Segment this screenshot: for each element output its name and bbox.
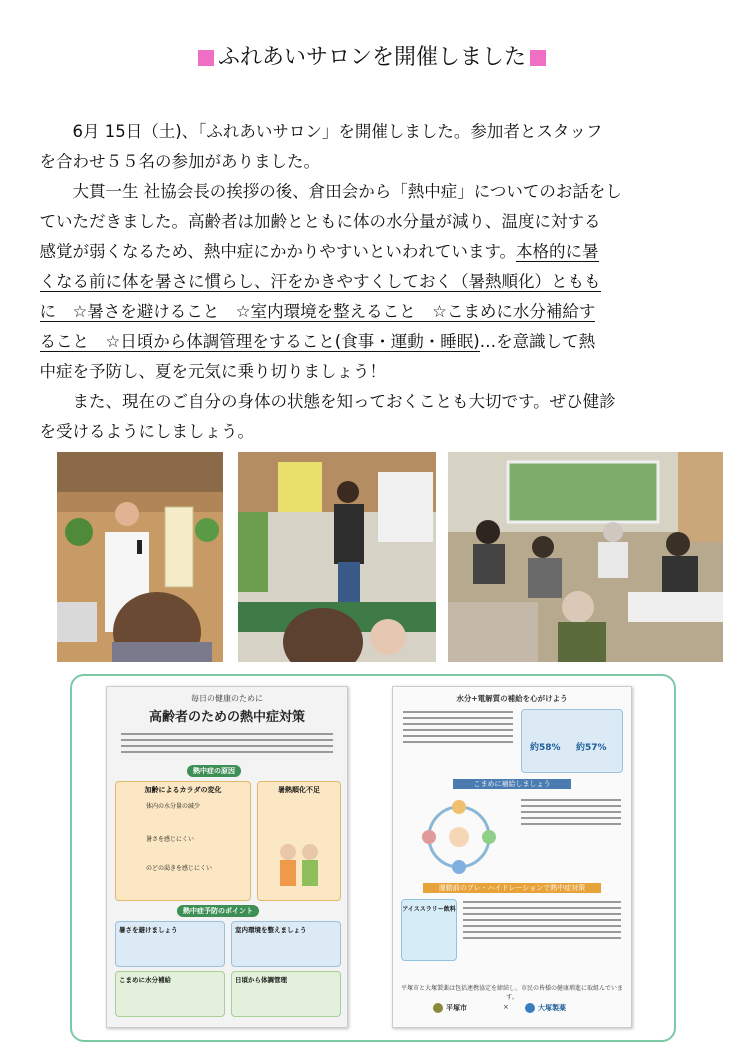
flyer-right-city: 平塚市 <box>446 1004 467 1012</box>
para2-line3a: 感覚が弱くなるため、熱中症にかかりやすいといわれています。 <box>39 242 517 261</box>
photo-audience <box>448 452 723 662</box>
flyer-left-tip4 <box>231 971 341 1017</box>
para2-line5: に ☆暑さを避けること ☆室内環境を整えること ☆こまめに水分補給す <box>39 302 596 321</box>
para2-line1: 大貫一生 社協会長の挨拶の後、倉田会から「熱中症」についてのお話をし <box>72 182 622 201</box>
otsuka-logo <box>525 1003 566 1013</box>
flyer-right-footer: 平塚市と大塚製薬は包括連携協定を締結し、市民の皆様の健康増進に取組んでいます。 <box>400 985 623 1001</box>
flyer-left-tip1 <box>115 921 225 967</box>
para2-line4: くなる前に体を暑さに慣らし、汗をかきやすくしておく（暑熱順化）ともも <box>39 272 601 291</box>
city-seal-icon <box>433 1003 443 1013</box>
flyer-right-head: 水分+電解質の補給を心がけよう <box>456 694 568 703</box>
flyer-left-box2-title: 暑熱順化不足 <box>278 786 320 794</box>
times-icon: × <box>503 1003 509 1011</box>
pink-square-icon <box>530 50 546 66</box>
flyer-right-section2: 運動前のプレ・ハイドレーションで熱中症対策 <box>423 883 601 893</box>
flyer-right-otsuka: 大塚製薬 <box>538 1004 566 1012</box>
photo-speaker <box>57 452 223 662</box>
flyer-left-title: 高齢者のための熱中症対策 <box>148 710 305 725</box>
para3-line1: また、現在のご自分の身体の状態を知っておくことも大切です。ぜひ健診 <box>72 392 616 411</box>
flyer-right-ice-label: アイススラリー飲料 <box>402 906 456 913</box>
flyer-left-section2: 熱中症予防のポイント <box>177 905 259 917</box>
article-title-text: ふれあいサロンを開催しました <box>217 45 526 70</box>
flyer-right-ice-text <box>463 901 621 943</box>
paragraph-2 <box>39 177 696 387</box>
flyer-left-tip1-text: 暑さを避けましょう <box>119 926 178 934</box>
flyer-right-intro-text <box>403 711 513 747</box>
flyer-hydration <box>392 686 632 1028</box>
para1-line2: を合わせ５５名の参加がありました。 <box>39 152 320 171</box>
flyer-left-box1-sub1: 体内の水分量の減少 <box>146 803 201 810</box>
flyer-right-pct2: 約57% <box>576 743 607 753</box>
photo-instructor <box>238 452 436 662</box>
para1-line1: 6月 15日（土)、「ふれあいサロン」を開催しました。参加者とスタッフ <box>72 122 603 141</box>
flyer-right-pct1: 約58% <box>530 743 561 753</box>
pink-square-icon <box>198 50 214 66</box>
para2-line6a: ること ☆日頃から体調管理をすること(食事・運動・睡眠) <box>39 332 480 351</box>
hiratsuka-logo <box>433 1003 467 1013</box>
flyer-right-mid-text <box>521 799 621 829</box>
flyer-left-section1: 熱中症の原因 <box>187 765 241 777</box>
flyer-right-section1: こまめに補給しましょう <box>453 779 571 789</box>
hydration-cycle-icon <box>409 797 509 877</box>
flyer-left-box1 <box>115 781 251 901</box>
para2-line2: ていただきました。高齢者は加齢とともに体の水分量が減り、温度に対する <box>39 212 601 231</box>
flyer-left-header: 毎日の健康のために <box>191 694 263 703</box>
flyers-panel <box>70 674 676 1042</box>
flyer-left-tip2 <box>231 921 341 967</box>
paragraph-1 <box>39 117 696 177</box>
flyer-right-ice-box <box>401 899 457 961</box>
para2-line7: 中症を予防し、夏を元気に乗り切りましょう！ <box>39 362 386 381</box>
flyer-left-box1-sub2: 暑さを感じにくい <box>146 836 195 843</box>
otsuka-mark-icon <box>525 1003 535 1013</box>
para3-line2: を受けるようにしましょう。 <box>39 422 254 441</box>
article-title <box>0 40 744 71</box>
article-body <box>39 117 696 447</box>
flyer-left-tip3-text: こまめに水分補給 <box>119 976 171 984</box>
flyer-heatstroke-elderly <box>106 686 348 1028</box>
para2-line3b: 本格的に暑 <box>516 242 599 261</box>
flyer-left-box1-sub3: のどの渇きを感じにくい <box>146 865 213 872</box>
flyer-left-box1-title: 加齢によるカラダの変化 <box>144 786 222 794</box>
flyer-left-tip3 <box>115 971 225 1017</box>
para2-line6b: …を意識して熱 <box>479 332 596 351</box>
elderly-couple-icon <box>272 842 326 892</box>
paragraph-3 <box>39 387 696 447</box>
flyer-left-tip2-text: 室内環境を整えましょう <box>235 926 307 934</box>
flyer-left-box2 <box>257 781 341 901</box>
flyer-left-intro-text <box>121 733 333 757</box>
flyer-right-water-box <box>521 709 623 773</box>
flyer-left-tip4-text: 日頃から体調管理 <box>235 976 287 984</box>
